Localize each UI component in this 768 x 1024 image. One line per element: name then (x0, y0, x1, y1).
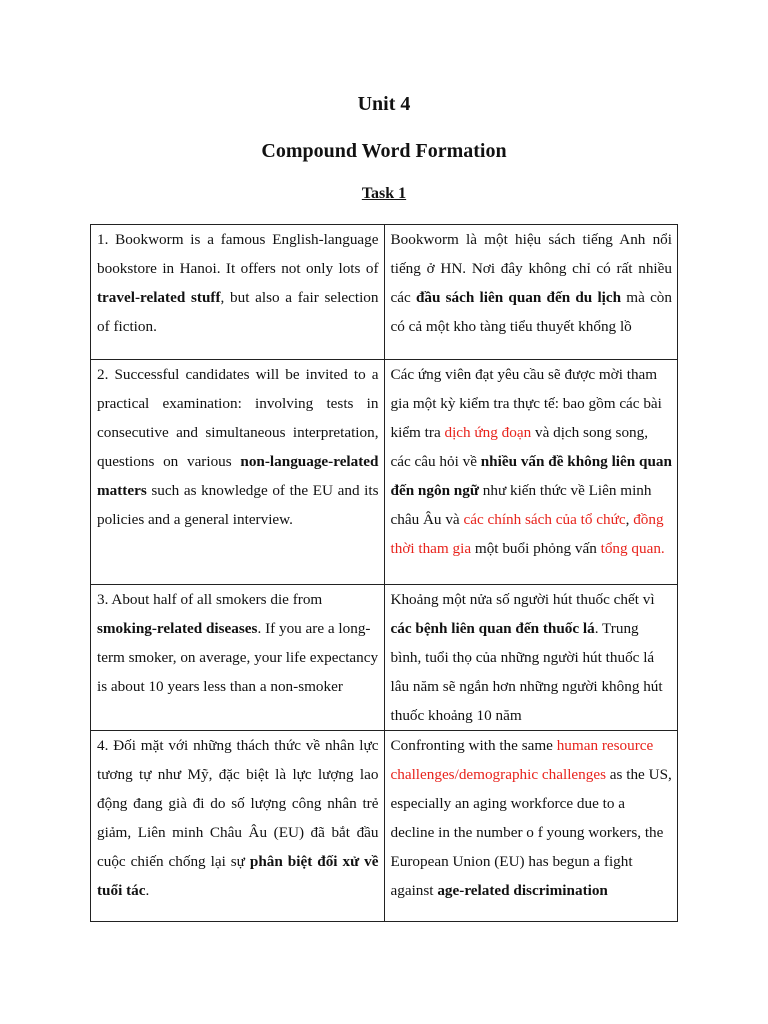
key-phrase: non-language-related matters (97, 453, 379, 499)
table-row (91, 585, 678, 731)
text-run: một buổi phỏng vấn (471, 540, 601, 557)
translation-table (90, 224, 678, 922)
text-run: 2. Successful candidates will be invited to a practical examination: involving tests in consecutive and simultaneous interpretation, questions on various (97, 366, 379, 470)
highlighted-phrase: các chính sách của tổ chức (463, 511, 626, 528)
text-run: 1. Bookworm is a famous English-language bookstore in Hanoi. It offers not only lots of (97, 231, 379, 277)
key-phrase: phân biệt đối xử về tuổi tác (97, 853, 379, 899)
text-run: . Trung bình, tuổi thọ của những người hút thuốc lá lâu năm sẽ ngắn hơn những người không hút thuốc khoảng 10 năm (390, 620, 663, 724)
key-phrase: các bệnh liên quan đến thuốc lá (390, 620, 595, 637)
key-phrase: smoking-related diseases (97, 620, 258, 637)
highlighted-phrase: tổng quan. (600, 540, 665, 557)
text-run: . If you are a long-term smoker, on average, your life expectancy is about 10 years less than a non-smoker (97, 620, 379, 695)
text-run: Bookworm là một hiệu sách tiếng Anh nổi tiếng ở HN. Nơi đây không chỉ có rất nhiều các (390, 231, 672, 306)
text-run: như kiến thức về Liên minh châu Âu và (390, 482, 652, 528)
text-run: và dịch song song, các câu hỏi về (390, 424, 649, 470)
english-cell (91, 360, 385, 585)
text-run: Khoảng một nửa số người hút thuốc chết vì (390, 591, 655, 608)
highlighted-phrase: dịch ứng đoạn (444, 424, 532, 441)
text-run: such as knowledge of the EU and its policies and a general interview. (97, 482, 379, 528)
text-run: , but also a fair selection of fiction. (97, 289, 379, 335)
key-phrase: đầu sách liên quan đến du lịch (415, 289, 622, 306)
text-run: , (625, 511, 634, 528)
text-run: Các ứng viên đạt yêu cầu sẽ được mời tham gia một kỳ kiểm tra thực tế: bao gồm các bài kiểm tra (390, 366, 662, 441)
vietnamese-cell (384, 585, 678, 731)
text-run: Confronting with the same (390, 737, 557, 754)
highlighted-phrase: human resource challenges/demographic challenges (390, 737, 654, 783)
text-run: 3. About half of all smokers die from (97, 591, 323, 608)
unit-heading: Unit 4 (357, 93, 411, 115)
english-cell (91, 225, 385, 360)
english-cell (91, 585, 385, 731)
key-phrase: travel-related stuff (97, 289, 221, 306)
table-row (91, 225, 678, 360)
vietnamese-cell (91, 731, 385, 922)
document-title: Compound Word Formation (261, 140, 507, 162)
vietnamese-cell (384, 225, 678, 360)
english-cell (384, 731, 678, 922)
key-phrase: nhiều vấn đề không liên quan đến ngôn ngữ (390, 453, 672, 499)
table-row (91, 731, 678, 922)
text-run: mà còn có cả một kho tàng tiểu thuyết khổng lồ (390, 289, 672, 335)
vietnamese-cell (384, 360, 678, 585)
text-run: 4. Đối mặt với những thách thức về nhân lực tương tự như Mỹ, đặc biệt là lực lượng lao động đang già đi do số lượng công nhân trẻ giảm, Liên minh Châu Âu (EU) đã bắt đầu cuộc chiến chống lại sự (97, 737, 379, 870)
text-run: as the US, especially an aging workforce due to a decline in the number o f young workers, the European Union (EU) has begun a fight against (390, 766, 672, 899)
table-row (91, 360, 678, 585)
key-phrase: age-related discrimination (437, 882, 608, 899)
task-heading: Task 1 (361, 185, 407, 202)
highlighted-phrase: đồng thời tham gia (390, 511, 664, 557)
text-run: . (145, 882, 150, 899)
